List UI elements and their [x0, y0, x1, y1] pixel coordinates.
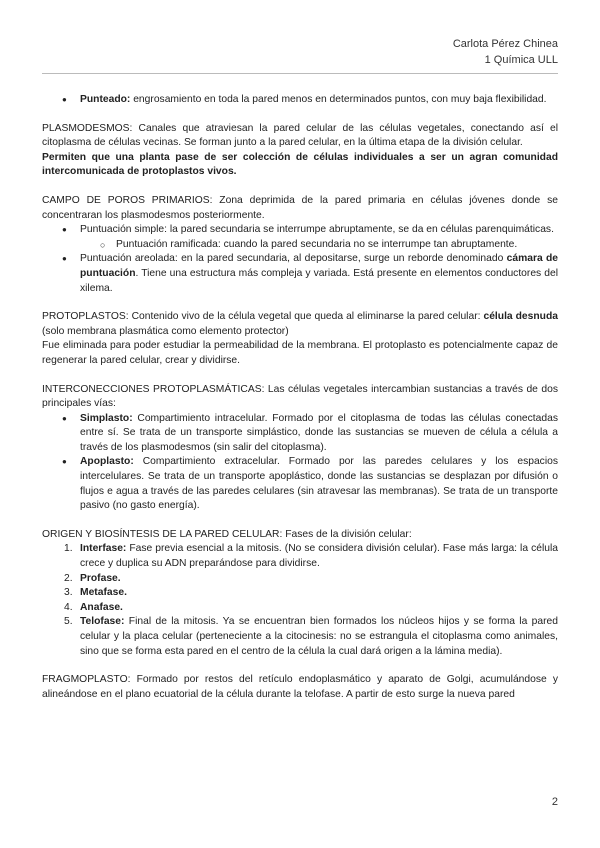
item-number: 1. — [64, 543, 73, 555]
item-number: 3. — [64, 587, 73, 599]
simplasto-text: Compartimiento intracelular. Formado por el citoplasma de todas las células conectadas entre sí. Se trata de un transporte simplástico, donde las sustancias se mueven de célula a célula a través de los plasmodesmos (sin salir del citoplasma). — [80, 412, 558, 453]
protoplastos-def-end: (solo membrana plasmática como elemento protector) — [42, 325, 289, 337]
item-text: Final de la mitosis. Ya se encuentran bien formados los núcleos hijos y se forma la pared celular y la placa celular (perteneciente a la citocinesis: no se estrangula el citoplasma como animales, sino que se forma esta pared en el centro de la célula la cual dará origen a la lámina media). — [80, 616, 558, 657]
ordered-list-item — [42, 601, 558, 616]
item-text: Fase previa esencial a la mitosis. (No se considera división celular). Fase más larga: la célula crece y duplica su ADN preparándose para dividirse. — [80, 543, 558, 570]
campo-text: CAMPO DE POROS PRIMARIOS: Zona deprimida de la pared primaria en células jóvenes donde se concentraran los plasmodesmos posteriormente. — [42, 194, 558, 221]
punteado-section — [42, 93, 558, 108]
plasmodesmos-section — [42, 122, 558, 180]
sub-list-item: ○ Puntuación ramificada: cuando la pared secundaria no se interrumpe tan abruptamente. — [42, 238, 558, 253]
document-body — [42, 93, 558, 716]
areolada-bold: cámara de puntuación — [80, 253, 558, 279]
item-number: 4. — [64, 601, 73, 613]
origen-text: ORIGEN Y BIOSÍNTESIS DE LA PARED CELULAR: Fases de la división celular: — [42, 528, 412, 540]
plasmodesmos-text: PLASMODESMOS: Canales que atraviesan la pared celular de las células vegetales, conectando así el citoplasma de células vecinas. Se forman junto a la pared celular, en la última etapa de la división celular. — [42, 122, 558, 149]
fragmoplasto-text: FRAGMOPLASTO: Formado por restos del retículo endoplasmático y aparato de Golgi, acumulándose y alineándose en el plano ecuatorial de la célula durante la telofase. A partir de esto surge la nueva pared — [42, 674, 558, 700]
protoplastos-text-2: Fue eliminada para poder estudiar la permeabilidad de la membrana. El protoplasto es potencialmente capaz de regenerar la pared celular, crear y dividirse. — [42, 340, 558, 366]
course-name: 1 Química ULL — [484, 54, 558, 66]
protoplastos-bold: célula desnuda — [483, 311, 558, 323]
author-name: Carlota Pérez Chinea — [452, 38, 558, 50]
item-number: 5. — [64, 616, 73, 628]
list-item — [42, 93, 558, 108]
item-term: Anafase. — [80, 601, 123, 613]
interconexiones-text: INTERCONECCIONES PROTOPLASMÁTICAS: Las células vegetales intercambian sustancias a través de dos principales vías: — [42, 383, 558, 410]
fragmoplasto-section — [42, 673, 558, 702]
origen-section — [42, 528, 558, 659]
protoplastos-section — [42, 310, 558, 368]
header-divider — [42, 73, 558, 74]
term-simplasto: Simplasto: — [80, 412, 133, 424]
term-punteado: Punteado: — [80, 94, 131, 105]
campo-section — [42, 194, 558, 296]
page-header — [453, 36, 558, 68]
list-item — [42, 252, 558, 296]
interconexiones-section — [42, 383, 558, 514]
item-term: Telofase: — [80, 616, 125, 628]
ordered-list-item — [42, 572, 558, 587]
list-item — [42, 412, 558, 456]
apoplasto-text: Compartimiento extracelular. Formado por las paredes celulares y los espacios intercelulares. Se trata de un transporte apoplástico, donde las sustancias se desplazan por difusión o flujos e agua a través de las paredes celulares (sin atravesar las membranas). Se trata de un transporte pasivo (no gasto energía). — [80, 456, 558, 512]
plasmodesmos-bold: Permiten que una planta pase de ser colección de células individuales a ser un agran comunidad intercomunicada de protoplastos vivos. — [42, 151, 558, 178]
ordered-list-item — [42, 586, 558, 601]
item-number: 2. — [64, 572, 73, 584]
item-term: Interfase: — [80, 543, 127, 555]
list-item: ● Puntuación simple: la pared secundaria se interrumpe abruptamente, se da en células parenquimáticas. — [42, 223, 558, 238]
page-number: 2 — [551, 796, 558, 809]
punteado-text: engrosamiento en toda la pared menos en determinados puntos, con muy baja flexibilidad. — [130, 94, 547, 105]
list-item — [42, 455, 558, 513]
areolada-text: Puntuación areolada: en la pared secundaria, al depositarse, surge un reborde denominado — [80, 253, 507, 265]
item-term: Metafase. — [80, 587, 127, 599]
term-apoplasto: Apoplasto: — [80, 456, 134, 468]
areolada-text-end: . Tiene una estructura más compleja y variada. Está presente en elementos conductores del xilema. — [80, 267, 558, 294]
ordered-list-item — [42, 615, 558, 659]
protoplastos-text — [42, 310, 558, 339]
item-term: Profase. — [80, 572, 121, 584]
ordered-list-item — [42, 542, 558, 571]
protoplastos-def: PROTOPLASTOS: Contenido vivo de la célula vegetal que queda al eliminarse la pared celular: — [42, 311, 484, 323]
